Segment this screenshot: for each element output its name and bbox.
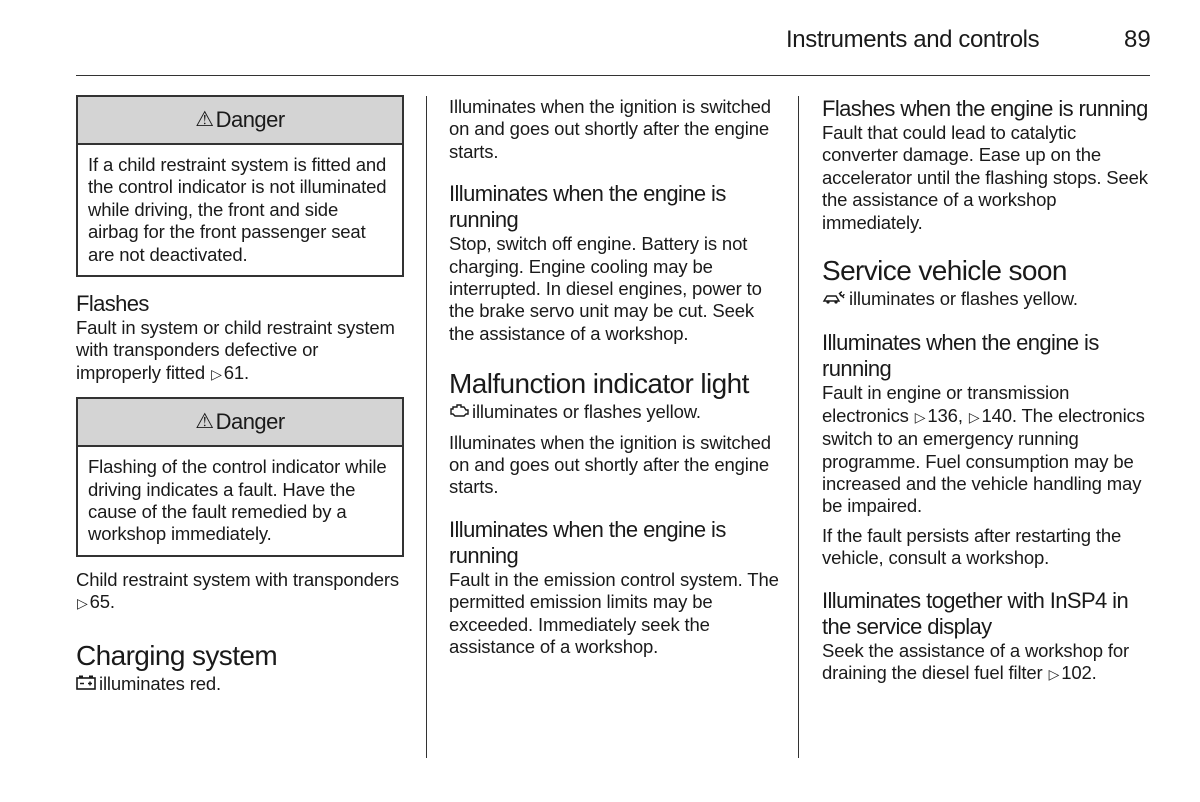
battery-icon [76,675,96,697]
flashes-text: Fault in system or child restraint system with transponders defective or improperly fitted [76,317,395,383]
engine-icon [449,403,469,425]
danger-box-2 [76,397,404,557]
danger-box-1 [76,95,404,277]
mil-ignition-paragraph: Illuminates when the ignition is switched on and goes out shortly after the engine starts. [449,431,771,498]
heading-charging-system: Charging system [76,639,278,671]
service-page-ref-2: 140. [981,404,1017,426]
cross-reference-icon: ▷ [77,595,88,612]
ignition-paragraph: Illuminates when the ignition is switched on and goes out shortly after the engine starts. [449,96,771,162]
column-2 [449,96,781,659]
heading-flashes: Flashes [76,291,149,317]
mil-engine-running-paragraph: Fault in the emission control system. The permitted emission limits may be exceeded. Immediately seek the assistance of a workshop. [449,568,779,658]
service-paragraph [822,288,1154,312]
service-running-text-a: Fault in engine or transmission electronics [822,382,1070,426]
service-text: illuminates or flashes yellow. [849,288,1078,310]
header-rule [76,75,1150,76]
column-divider-2 [798,96,799,758]
warning-triangle-icon: ⚠ [195,107,214,131]
wrench-car-icon [822,290,846,312]
child-restraint-paragraph [76,569,404,615]
heading-service-engine-running: Illuminates when the engine is running [822,330,1099,382]
mil-paragraph [449,401,781,425]
danger-title: Danger [215,409,285,435]
heading-engine-running: Illuminates when the engine is running [449,181,726,233]
danger-header [78,399,402,447]
insp4-page-ref: 102. [1061,662,1097,684]
mil-text: illuminates or flashes yellow. [472,401,701,423]
insp4-paragraph [822,640,1154,686]
heading-insp4: Illuminates together with InSP4 in the service display [822,587,1129,639]
child-restraint-text: Child restraint system with transponders [76,568,400,590]
danger-text: If a child restraint system is fitted and the control indicator is not illuminated while driving, the front and side airbag for the front passenger seat are not deactivated. [88,154,387,265]
heading-service-vehicle-soon: Service vehicle soon [822,255,1067,287]
child-restraint-page-ref: 65. [89,591,115,613]
cross-reference-icon: ▷ [1048,666,1060,683]
danger-title: Danger [215,106,285,132]
cross-reference-icon: ▷ [914,408,926,425]
charging-paragraph [76,673,404,697]
page-header-title: Instruments and controls [786,26,1040,53]
service-engine-running-paragraph [822,382,1154,517]
heading-mil-engine-running: Illuminates when the engine is running [449,516,726,568]
engine-running-paragraph: Stop, switch off engine. Battery is not charging. Engine cooling may be interrupted. In diesel engines, power to the brake servo unit may be cut. Seek the assistance of a workshop. [449,233,762,344]
column-1 [76,95,404,697]
warning-triangle-icon: ⚠ [195,410,214,434]
heading-flashes-engine-running: Flashes when the engine is running [822,96,1148,121]
danger-header [78,97,402,145]
insp4-text: Seek the assistance of a workshop for draining the diesel fuel filter [822,639,1130,684]
service-page-ref-1: 136, [927,404,963,426]
page-number: 89 [1124,26,1151,53]
persist-paragraph: If the fault persists after restarting the vehicle, consult a workshop. [822,524,1122,569]
charging-text: illuminates red. [99,672,222,694]
service-running-text-b: The electronics switch to an emergency running programme. Fuel consumption may be increased and the vehicle handling may be impaired. [822,404,1145,517]
heading-malfunction-indicator: Malfunction indicator light [449,368,749,400]
flashes-page-ref: 61. [223,361,249,383]
column-3 [822,96,1154,686]
column-divider-1 [426,96,427,758]
cross-reference-icon: ▷ [211,365,222,382]
danger-text: Flashing of the control indicator while driving indicates a fault. Have the cause of the fault remedied by a workshop immediately. [88,456,387,545]
flashes-engine-running-paragraph: Fault that could lead to catalytic converter damage. Ease up on the accelerator until the flashing stops. Seek the assistance of a workshop immediately. [822,122,1148,233]
flashes-paragraph [76,317,404,385]
cross-reference-icon: ▷ [968,408,980,425]
